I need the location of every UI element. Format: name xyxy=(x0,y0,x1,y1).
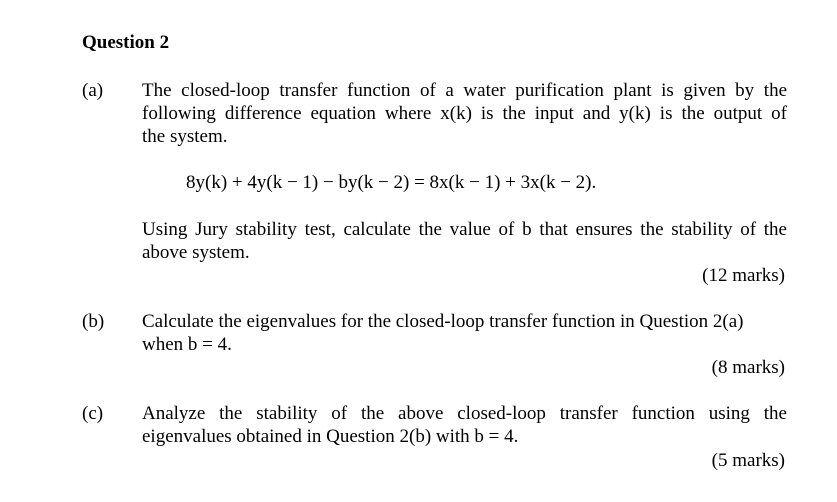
part-c-marks: (5 marks) xyxy=(711,450,785,471)
difference-equation: 8y(k) + 4y(k − 1) − by(k − 2) = 8x(k − 1) + 3x(k − 2). xyxy=(186,172,597,193)
part-a-instruction xyxy=(142,218,787,264)
part-a-line-2: following difference equation where x(k) is the input and y(k) is the output of xyxy=(142,103,787,124)
part-c-line-1: Analyze the stability of the above closed-loop transfer function using the xyxy=(142,403,787,424)
part-c-label: (c) xyxy=(82,403,104,424)
part-c-line-2: eigenvalues obtained in Question 2(b) with b = 4. xyxy=(142,426,519,447)
part-a-instruction-line-2: above system. xyxy=(142,242,250,263)
part-b-text xyxy=(142,310,787,356)
part-a-line-3: the system. xyxy=(142,126,228,147)
part-a-line-1: The closed-loop transfer function of a water purification plant is given by the xyxy=(142,80,787,101)
part-b-line-1: Calculate the eigenvalues for the closed-loop transfer function in Question 2(a) xyxy=(142,311,744,332)
part-a-marks: (12 marks) xyxy=(702,265,785,286)
part-a-text xyxy=(142,79,787,148)
part-c-text xyxy=(142,402,787,448)
part-a-label: (a) xyxy=(82,80,104,101)
part-b-line-2: when b = 4. xyxy=(142,334,232,355)
part-b-marks: (8 marks) xyxy=(711,357,785,378)
question-title: Question 2 xyxy=(82,32,170,53)
part-b-label: (b) xyxy=(82,311,105,332)
part-a-instruction-line-1: Using Jury stability test, calculate the value of b that ensures the stability of the xyxy=(142,219,787,240)
